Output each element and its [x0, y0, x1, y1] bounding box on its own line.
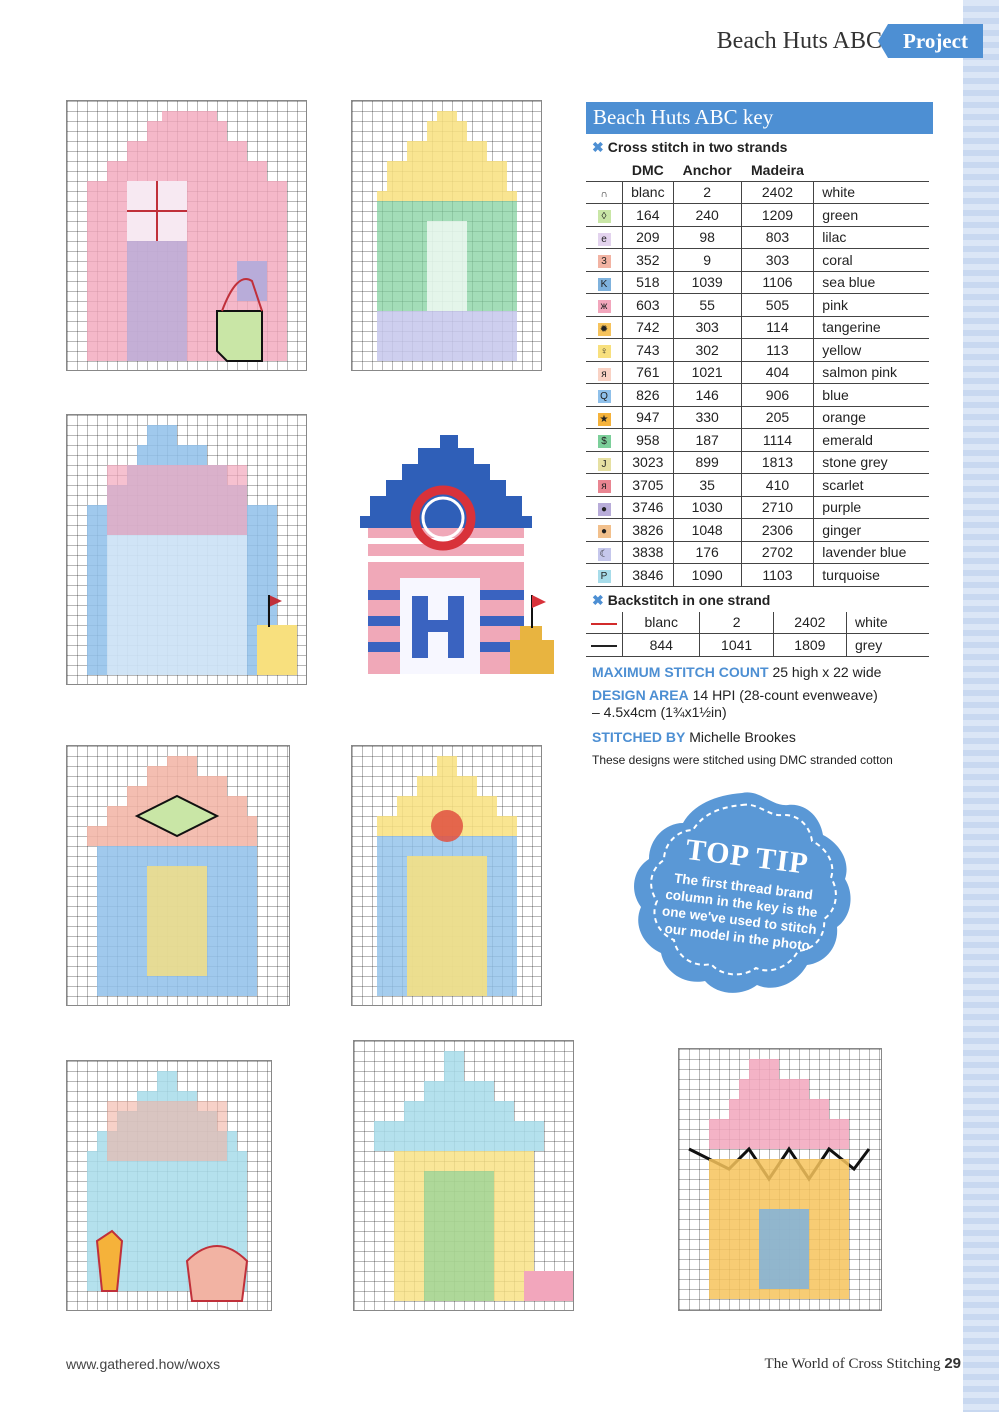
key-table: [586, 159, 929, 587]
top-tip-badge: [625, 785, 860, 1005]
madeira-code: 1103: [741, 564, 814, 587]
stitched-beach-hut-photo: [340, 430, 555, 680]
madeira-code: 2402: [741, 181, 814, 204]
dmc-code: 743: [623, 339, 674, 362]
chart-hut-6: [66, 1060, 272, 1311]
thread-symbol-icon: 3: [598, 255, 611, 268]
dmc-code: 603: [623, 294, 674, 317]
anchor-code: 146: [673, 384, 741, 407]
top-tip-text: [612, 772, 872, 1019]
dmc-code: 742: [623, 316, 674, 339]
dmc-code: 761: [623, 361, 674, 384]
thread-name: purple: [814, 496, 929, 519]
thread-name: pink: [814, 294, 929, 317]
anchor-code: 98: [673, 226, 741, 249]
design-info: [592, 664, 932, 775]
key-row: [586, 316, 929, 339]
thread-symbol-icon: $: [598, 435, 611, 448]
chart-hut-4: [66, 745, 290, 1006]
dmc-code: 164: [623, 204, 674, 227]
section-tab: Project: [888, 24, 983, 58]
anchor-code: 2: [700, 612, 773, 634]
backstitch-row: [586, 612, 929, 634]
backstitch-table: [586, 612, 929, 657]
madeira-code: 906: [741, 384, 814, 407]
dmc-code: 3023: [623, 451, 674, 474]
thread-name: ginger: [814, 519, 929, 542]
footer-magazine: The World of Cross Stitching 29: [764, 1355, 961, 1372]
backstitch-heading: ✖ Backstitch in one strand: [592, 591, 771, 608]
page-number: 29: [944, 1355, 961, 1372]
col-anchor: Anchor: [673, 159, 741, 181]
key-row: [586, 339, 929, 362]
anchor-code: 1048: [673, 519, 741, 542]
dmc-code: 3826: [623, 519, 674, 542]
thread-symbol-icon: ♀: [598, 345, 611, 358]
thread-name: sea blue: [814, 271, 929, 294]
chart-hut-1: [66, 100, 307, 371]
dmc-code: 3705: [623, 474, 674, 497]
madeira-code: 404: [741, 361, 814, 384]
dmc-code: blanc: [623, 612, 700, 634]
anchor-code: 187: [673, 429, 741, 452]
thread-name: salmon pink: [814, 361, 929, 384]
thread-symbol-icon: e: [598, 233, 611, 246]
thread-name: green: [814, 204, 929, 227]
thread-symbol-icon: ★: [598, 413, 611, 426]
dmc-code: 3746: [623, 496, 674, 519]
thread-name: yellow: [814, 339, 929, 362]
thread-symbol-icon: ◊: [598, 210, 611, 223]
page-edge-stripe: [963, 0, 999, 1412]
dmc-code: 958: [623, 429, 674, 452]
key-row: [586, 294, 929, 317]
key-row: [586, 451, 929, 474]
col-madeira: Madeira: [741, 159, 814, 181]
thread-note: These designs were stitched using DMC stranded cotton: [592, 753, 893, 767]
anchor-code: 1030: [673, 496, 741, 519]
dmc-code: 3838: [623, 541, 674, 564]
anchor-code: 1039: [673, 271, 741, 294]
thread-symbol-icon: ж: [598, 300, 611, 313]
chart-hut-3: [66, 414, 307, 685]
madeira-code: 1809: [773, 634, 846, 657]
anchor-code: 1041: [700, 634, 773, 657]
thread-name: blue: [814, 384, 929, 407]
cross-stitch-heading: ✖ Cross stitch in two strands: [592, 139, 788, 155]
dmc-code: 352: [623, 249, 674, 272]
chart-hut-8: [678, 1048, 882, 1311]
key-row: [586, 271, 929, 294]
chart-hut-7: [353, 1040, 574, 1311]
thread-name: orange: [814, 406, 929, 429]
madeira-code: 113: [741, 339, 814, 362]
anchor-code: 35: [673, 474, 741, 497]
key-row: [586, 406, 929, 429]
anchor-code: 1021: [673, 361, 741, 384]
thread-symbol-icon: J: [598, 458, 611, 471]
thread-name: white: [814, 181, 929, 204]
backstitch-line-icon: [591, 623, 617, 625]
anchor-code: 240: [673, 204, 741, 227]
thread-name: lavender blue: [814, 541, 929, 564]
thread-name: emerald: [814, 429, 929, 452]
anchor-code: 55: [673, 294, 741, 317]
key-row: [586, 519, 929, 542]
thread-name: stone grey: [814, 451, 929, 474]
madeira-code: 1106: [741, 271, 814, 294]
thread-symbol-icon: P: [598, 570, 611, 583]
thread-name: turquoise: [814, 564, 929, 587]
madeira-code: 205: [741, 406, 814, 429]
key-row: [586, 564, 929, 587]
dmc-code: 947: [623, 406, 674, 429]
anchor-code: 330: [673, 406, 741, 429]
thread-name: scarlet: [814, 474, 929, 497]
stitched-by: STITCHED BY Michelle Brookes: [592, 729, 796, 745]
anchor-code: 2: [673, 181, 741, 204]
madeira-code: 1813: [741, 451, 814, 474]
max-stitch-count: MAXIMUM STITCH COUNT 25 high x 22 wide: [592, 664, 882, 680]
thread-name: grey: [847, 634, 929, 657]
thread-symbol-icon: K: [598, 278, 611, 291]
dmc-code: 826: [623, 384, 674, 407]
dmc-code: 518: [623, 271, 674, 294]
dmc-code: 844: [623, 634, 700, 657]
key-title: Beach Huts ABC key: [586, 102, 933, 134]
chart-hut-2: [351, 100, 542, 371]
cross-icon: ✖: [592, 591, 604, 608]
footer-url[interactable]: www.gathered.how/woxs: [66, 1356, 221, 1372]
chart-hut-5: [351, 745, 542, 1006]
thread-symbol-icon: ✹: [598, 323, 611, 336]
key-row: [586, 429, 929, 452]
thread-symbol-icon: Q: [598, 390, 611, 403]
anchor-code: 9: [673, 249, 741, 272]
key-row: [586, 474, 929, 497]
key-row: [586, 384, 929, 407]
thread-name: lilac: [814, 226, 929, 249]
madeira-code: 2306: [741, 519, 814, 542]
thread-symbol-icon: ☾: [598, 548, 611, 561]
thread-key: [586, 102, 933, 657]
key-row: [586, 204, 929, 227]
col-dmc: DMC: [623, 159, 674, 181]
thread-symbol-icon: я: [598, 368, 611, 381]
madeira-code: 2702: [741, 541, 814, 564]
madeira-code: 803: [741, 226, 814, 249]
key-row: [586, 361, 929, 384]
thread-symbol-icon: ∩: [598, 188, 611, 201]
top-tip-body: The first thread brand column in the key is the one we've used to stitch our model in the photo: [661, 870, 819, 954]
madeira-code: 2402: [773, 612, 846, 634]
section-title: Beach Huts ABC: [716, 28, 882, 54]
key-row: [586, 226, 929, 249]
thread-name: coral: [814, 249, 929, 272]
key-row: [586, 249, 929, 272]
dmc-code: 3846: [623, 564, 674, 587]
key-row: [586, 181, 929, 204]
anchor-code: 899: [673, 451, 741, 474]
anchor-code: 1090: [673, 564, 741, 587]
anchor-code: 176: [673, 541, 741, 564]
thread-name: tangerine: [814, 316, 929, 339]
madeira-code: 505: [741, 294, 814, 317]
top-tip-title: TOP TIP: [683, 832, 811, 881]
backstitch-row: [586, 634, 929, 657]
thread-symbol-icon: я: [598, 480, 611, 493]
anchor-code: 303: [673, 316, 741, 339]
dmc-code: blanc: [623, 181, 674, 204]
madeira-code: 114: [741, 316, 814, 339]
madeira-code: 1114: [741, 429, 814, 452]
thread-symbol-icon: ●: [598, 503, 611, 516]
madeira-code: 2710: [741, 496, 814, 519]
key-header-row: [586, 159, 929, 181]
madeira-code: 303: [741, 249, 814, 272]
thread-symbol-icon: ●: [598, 525, 611, 538]
thread-name: white: [847, 612, 929, 634]
dmc-code: 209: [623, 226, 674, 249]
cross-icon: ✖: [592, 139, 604, 155]
anchor-code: 302: [673, 339, 741, 362]
backstitch-line-icon: [591, 645, 617, 647]
key-row: [586, 496, 929, 519]
design-area: DESIGN AREA 14 HPI (28-count evenweave) – 4.5x4cm (1¾x1½in): [592, 687, 878, 720]
key-row: [586, 541, 929, 564]
madeira-code: 1209: [741, 204, 814, 227]
madeira-code: 410: [741, 474, 814, 497]
